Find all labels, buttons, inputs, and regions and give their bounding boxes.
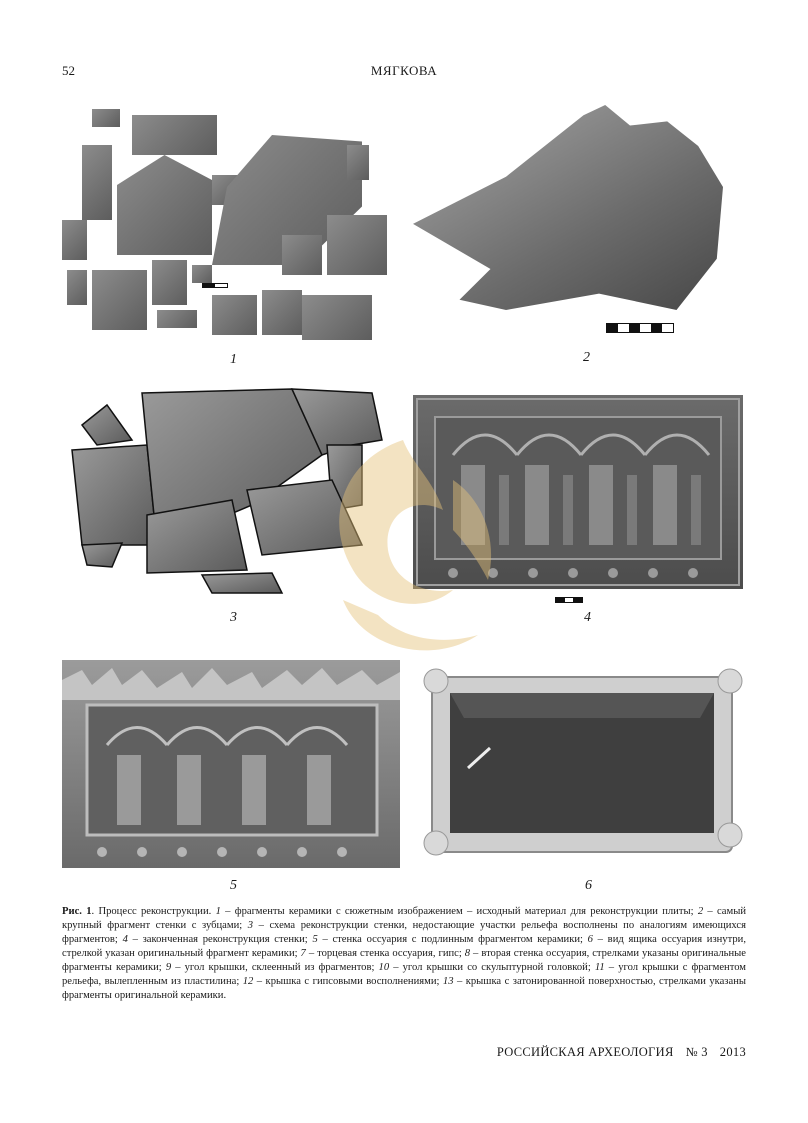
caption-item-number: 7: [300, 947, 306, 959]
panel-label-2: 2: [583, 350, 590, 365]
caption-item-text: – торцевая стенка оссуария, гипс;: [305, 947, 465, 959]
caption-item-text: – вид ящика оссуария изнутри, стрелкой указан оригинальный фрагмент керамики;: [62, 933, 746, 959]
scale-bar: [555, 597, 583, 603]
journal-footer: [0, 1045, 746, 1060]
caption-item-number: 12: [242, 975, 254, 987]
caption-item-text: – законченная реконструкция стенки;: [127, 933, 313, 945]
caption-item-text: – крышка с затонированной поверхностью, стрелками указаны фрагменты оригинальной керамики.: [62, 975, 746, 1001]
caption-item-number: 11: [594, 961, 605, 973]
journal-issue: № 3: [685, 1045, 708, 1059]
caption-item-number: 2: [697, 906, 704, 917]
figure-panel-2-crenellated-fragment: [413, 105, 723, 333]
caption-item-number: 8: [464, 947, 471, 959]
caption-item-text: – стенка оссуария с подлинным фрагментом керамики;: [317, 933, 588, 945]
figure-panel-1-fragments: [62, 105, 387, 343]
caption-item-number: 13: [442, 975, 454, 987]
running-title: МЯГКОВА: [370, 63, 438, 78]
caption-item-text: – угол крышки со скульптурной головкой;: [389, 961, 595, 973]
page-number: 52: [62, 63, 75, 78]
caption-item-text: – схема реконструкции стенки, недостающие участки рельефа восполнены по аналогиям имеющихся фрагментов;: [62, 919, 746, 945]
caption-item-text: – вторая стенка оссуария, стрелками указаны оригинальные фрагменты керамики;: [62, 947, 746, 973]
caption-item-text: – самый крупный фрагмент стенки с зубцами;: [62, 906, 747, 931]
caption-item-number: 9: [165, 961, 172, 973]
figure-caption: [62, 905, 746, 1003]
figure-panel-6-ossuary-interior: [420, 663, 750, 868]
caption-item-number: 1: [215, 906, 221, 917]
caption-item-text: – угол крышки, склеенный из фрагментов;: [171, 961, 379, 973]
caption-item-text: – фрагменты керамики с сюжетным изображением – исходный материал для реконструкции плиты;: [220, 906, 698, 917]
ossuary-wall-relief: [62, 660, 400, 868]
panel-label-4: 4: [584, 610, 591, 625]
scale-bar: [202, 283, 228, 288]
caption-item-number: 5: [312, 933, 318, 945]
caption-lead: . Процесс реконструкции.: [91, 906, 216, 917]
journal-year: 2013: [719, 1045, 746, 1059]
caption-item-number: 10: [378, 961, 390, 973]
ossuary-box: [420, 663, 750, 868]
caption-item-number: 6: [587, 933, 593, 945]
caption-item-number: 3: [247, 919, 254, 931]
caption-label: Рис. 1: [62, 906, 92, 917]
caption-items: [62, 906, 746, 1001]
caption-item-text: – угол крышки с фрагментом рельефа, вылепленным из пластилина;: [62, 961, 746, 987]
panel-label-6: 6: [585, 878, 592, 893]
caption-item-text: – крышка с гипсовыми восполнениями;: [253, 975, 443, 987]
watermark-emblem: [283, 420, 523, 680]
panel-label-3: 3: [230, 610, 237, 625]
panel-label-5: 5: [230, 878, 237, 893]
scale-bar: [606, 323, 674, 333]
panel-label-1: 1: [230, 352, 237, 367]
caption-item-number: 4: [122, 933, 128, 945]
journal-name: РОССИЙСКАЯ АРХЕОЛОГИЯ: [496, 1045, 674, 1059]
figure-panel-5-ossuary-wall: [62, 660, 400, 868]
